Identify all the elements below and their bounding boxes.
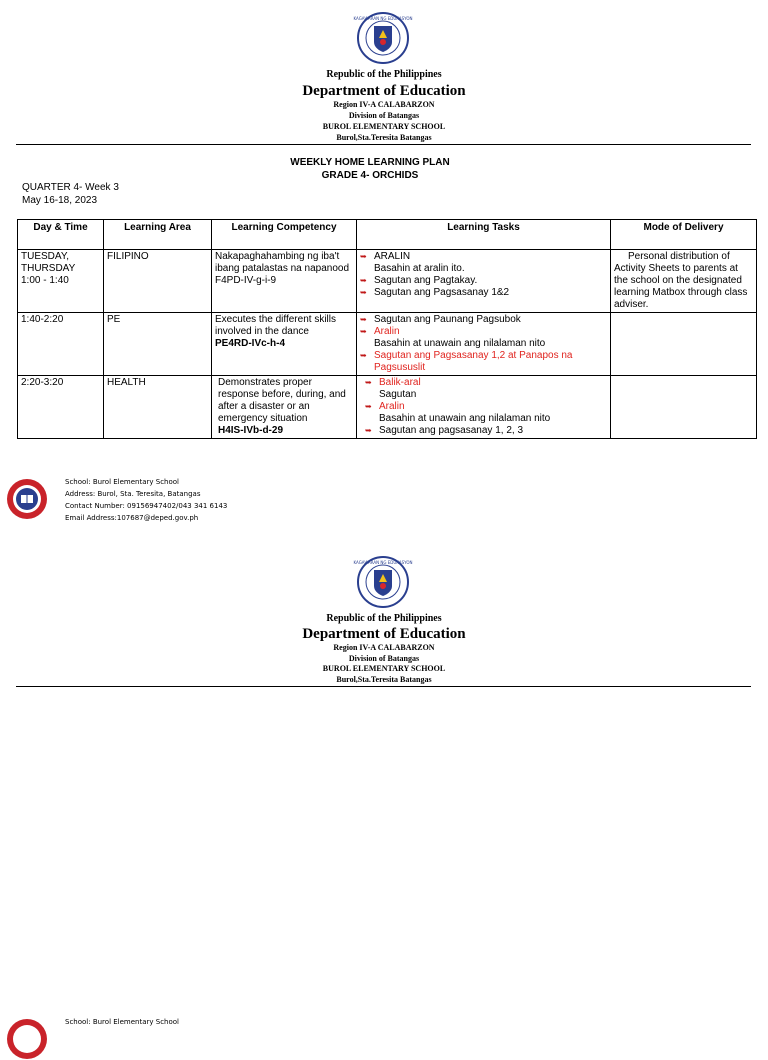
day-time-cell <box>18 376 104 439</box>
tasks-cell <box>357 313 611 376</box>
deped-seal-icon <box>353 556 413 608</box>
column-header: Mode of Delivery <box>611 220 757 250</box>
header-republic: Republic of the Philippines <box>326 69 442 80</box>
time-line: THURSDAY <box>21 263 76 274</box>
svg-text:KAGAWARAN NG EDUKASYON: KAGAWARAN NG EDUKASYON <box>353 16 413 21</box>
task-text: Sagutan <box>379 389 417 400</box>
arrow-bullet-icon: ➥ <box>360 327 367 336</box>
table-header-row <box>18 220 757 250</box>
header-republic: Republic of the Philippines <box>326 613 442 624</box>
task-item <box>360 314 607 326</box>
plan-grade: GRADE 4- ORCHIDS <box>321 170 419 181</box>
task-item <box>360 350 607 374</box>
table-row <box>18 376 757 439</box>
arrow-bullet-icon: ➥ <box>365 426 372 435</box>
task-item <box>360 326 607 338</box>
task-item <box>365 377 607 389</box>
plan-dates: May 16-18, 2023 <box>22 195 98 206</box>
task-text: Sagutan ang Pagsasanay 1,2 at Panapos na Pagsususlit <box>374 350 573 373</box>
competency-text: Nakapaghahambing ng iba't ibang patalastas na napanood F4PD-IV-g-i-9 <box>215 251 350 286</box>
arrow-bullet-icon: ➥ <box>360 351 367 360</box>
tasks-cell <box>357 250 611 313</box>
footer-school: School: Burol Elementary School <box>65 478 179 486</box>
time-line: TUESDAY, <box>21 251 69 262</box>
task-item <box>365 401 607 413</box>
task-text: Aralin <box>374 326 400 337</box>
header-divider <box>16 686 751 687</box>
task-text: Basahin at unawain ang nilalaman nito <box>374 338 546 349</box>
deped-seal-icon <box>353 12 413 64</box>
header-department: Department of Education <box>302 626 466 642</box>
footer-contact-number: Contact Number: 09156947402/043 341 6143 <box>65 502 228 510</box>
footer-school: School: Burol Elementary School <box>65 1018 179 1026</box>
time-line: 1:40-2:20 <box>21 314 64 325</box>
task-text: Basahin at unawain ang nilalaman nito <box>379 413 551 424</box>
task-item <box>360 251 607 263</box>
header-address: Burol,Sta.Teresita Batangas <box>336 133 432 142</box>
task-text: Sagutan ang Pagsasanay 1&2 <box>374 287 510 298</box>
task-text: Sagutan ang Paunang Pagsubok <box>374 314 521 325</box>
day-time-cell <box>18 250 104 313</box>
column-header: Day & Time <box>18 220 104 250</box>
competency-cell <box>212 313 357 376</box>
delivery-cell: Personal distribution of Activity Sheets to parents at the school on the designated learning Matbox through class adviser. <box>611 250 757 313</box>
task-text: ARALIN <box>374 251 411 262</box>
arrow-bullet-icon: ➥ <box>365 402 372 411</box>
header-school: BUROL ELEMENTARY SCHOOL <box>322 664 446 673</box>
competency-text: Demonstrates proper response before, during, and after a disaster or an emergency situation <box>218 377 346 424</box>
learning-plan-table <box>17 219 757 439</box>
table-row <box>18 250 757 313</box>
learning-area-cell: FILIPINO <box>104 250 212 313</box>
header-department: Department of Education <box>302 83 466 99</box>
competency-code: PE4RD-IVc-h-4 <box>215 338 286 349</box>
competency-cell <box>212 376 357 439</box>
header-division: Division of Batangas <box>348 654 420 663</box>
header-division: Division of Batangas <box>348 111 420 120</box>
column-header: Learning Area <box>104 220 212 250</box>
footer-contact <box>65 476 227 524</box>
task-item <box>360 287 607 299</box>
task-text: Balik-aral <box>379 377 421 388</box>
delivery-cell <box>611 376 757 439</box>
learning-area-cell: HEALTH <box>104 376 212 439</box>
footer-email: Email Address:107687@deped.gov.ph <box>65 514 199 522</box>
arrow-bullet-icon: ➥ <box>360 276 367 285</box>
header-address: Burol,Sta.Teresita Batangas <box>336 675 432 684</box>
tasks-cell <box>357 376 611 439</box>
task-text: Sagutan ang Pagtakay. <box>374 275 478 286</box>
task-item <box>365 425 607 437</box>
competency-cell <box>212 250 357 313</box>
task-text: Sagutan ang pagsasanay 1, 2, 3 <box>379 425 524 436</box>
task-text: Basahin at aralin ito. <box>374 263 465 274</box>
day-time-cell <box>18 313 104 376</box>
time-line: 2:20-3:20 <box>21 377 64 388</box>
footer-address: Address: Burol, Sta. Teresita, Batangas <box>65 490 201 498</box>
header-divider <box>16 144 751 145</box>
column-header: Learning Tasks <box>357 220 611 250</box>
delivery-cell <box>611 313 757 376</box>
task-text: Aralin <box>379 401 405 412</box>
learning-area-cell: PE <box>104 313 212 376</box>
plan-title: WEEKLY HOME LEARNING PLAN <box>290 157 450 168</box>
arrow-bullet-icon: ➥ <box>360 252 367 261</box>
arrow-bullet-icon: ➥ <box>360 315 367 324</box>
svg-text:KAGAWARAN NG EDUKASYON: KAGAWARAN NG EDUKASYON <box>353 560 413 565</box>
header-region: Region IV-A CALABARZON <box>333 100 435 109</box>
plan-quarter: QUARTER 4- Week 3 <box>22 182 119 193</box>
arrow-bullet-icon: ➥ <box>365 378 372 387</box>
column-header: Learning Competency <box>212 220 357 250</box>
competency-text: Executes the different skills involved in the dance <box>215 314 336 337</box>
time-line: 1:00 - 1:40 <box>21 275 69 286</box>
task-item <box>360 275 607 287</box>
school-logo-icon <box>6 478 48 520</box>
competency-code: H4IS-IVb-d-29 <box>218 425 284 436</box>
header-school: BUROL ELEMENTARY SCHOOL <box>322 122 446 131</box>
school-logo-icon <box>6 1018 48 1060</box>
table-row <box>18 313 757 376</box>
arrow-bullet-icon: ➥ <box>360 288 367 297</box>
header-region: Region IV-A CALABARZON <box>333 643 435 652</box>
